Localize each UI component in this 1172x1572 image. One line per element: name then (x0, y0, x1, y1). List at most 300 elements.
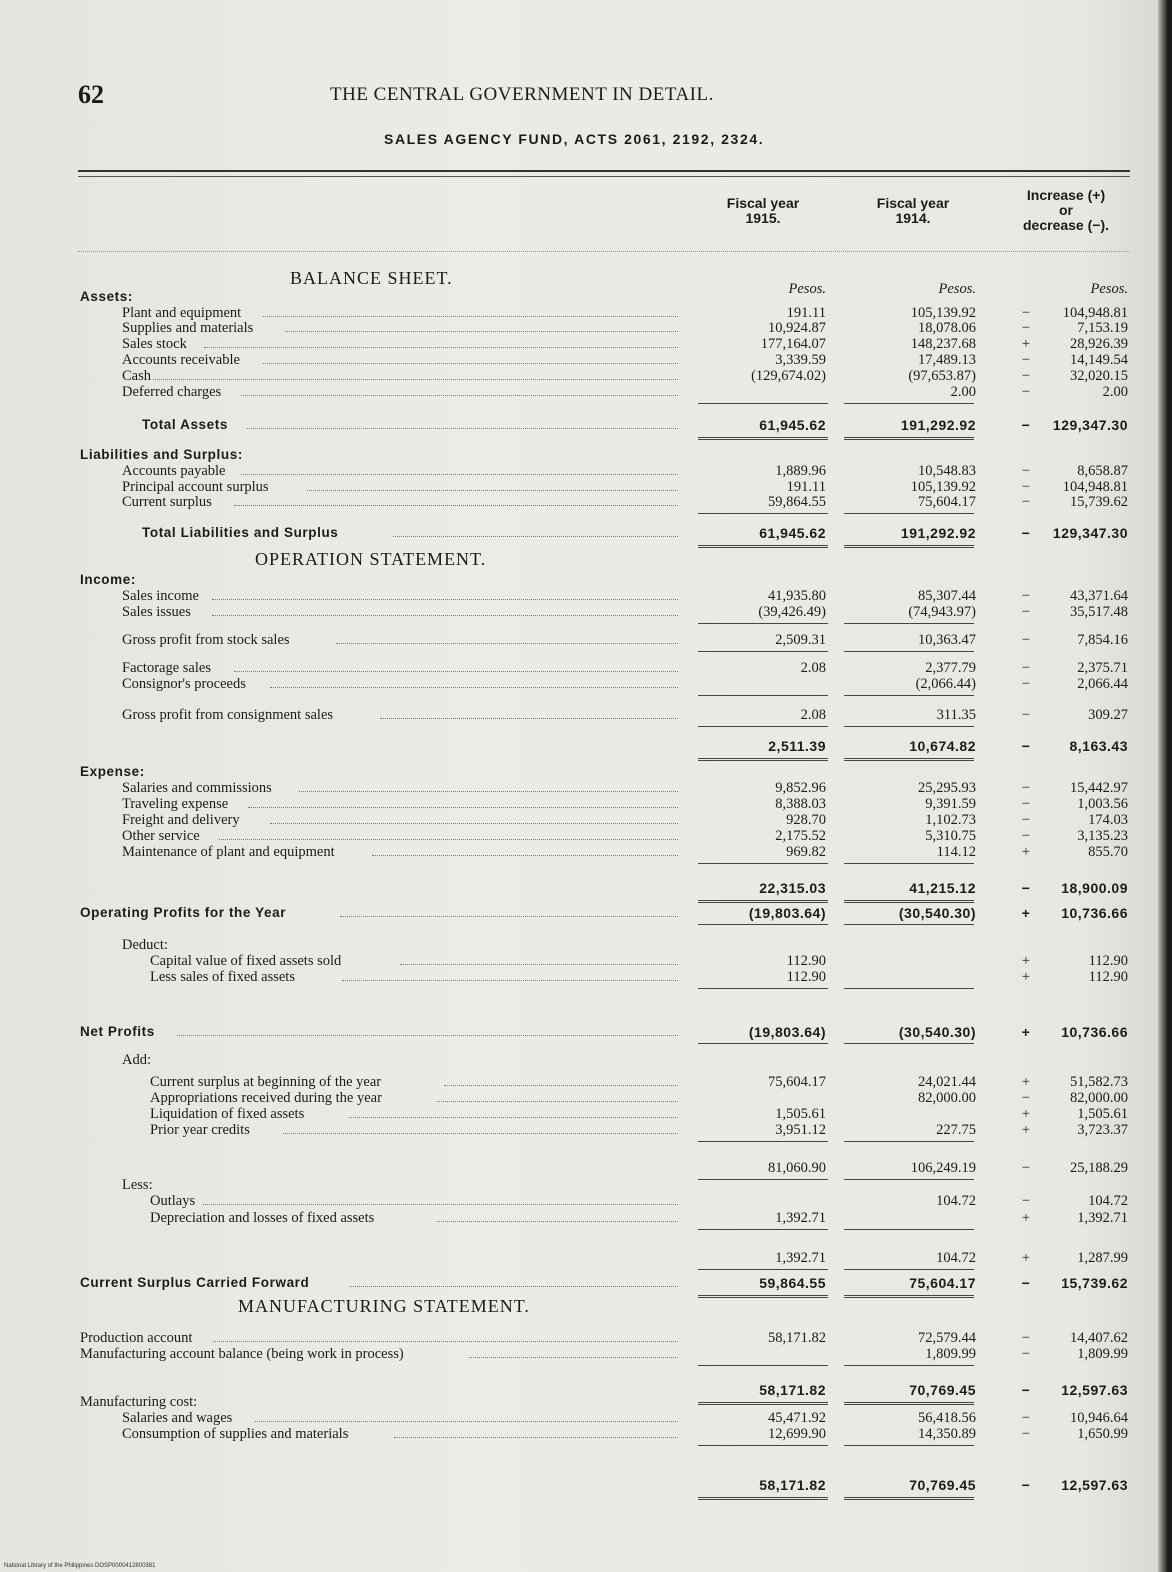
amount-cell: 1,889.96 (775, 463, 826, 479)
sum-rule (844, 726, 974, 727)
change-sign: − (1021, 1382, 1031, 1398)
row-label: Manufacturing account balance (being work in process) (80, 1346, 404, 1362)
dot-leader (400, 953, 678, 965)
amount-cell: 9,391.59 (925, 796, 976, 812)
change-sign: + (1021, 1024, 1031, 1040)
row-label: Maintenance of plant and equipment (122, 844, 335, 860)
amount-cell: 2,066.44 (1077, 676, 1128, 692)
dot-leader (270, 812, 678, 824)
dot-leader (203, 1193, 678, 1205)
row-label: Depreciation and losses of fixed assets (150, 1210, 375, 1226)
change-sign: + (1021, 1250, 1031, 1266)
dot-leader (212, 604, 678, 616)
amount-cell: 104,948.81 (1062, 479, 1128, 495)
double-rule (844, 437, 974, 440)
change-sign: − (1021, 796, 1031, 812)
amount-cell: 3,339.59 (775, 352, 826, 368)
dot-leader (380, 707, 679, 719)
table-row (0, 880, 1172, 896)
dot-leader (349, 1106, 678, 1118)
fund-title: SALES AGENCY FUND, ACTS 2061, 2192, 2324. (384, 131, 765, 147)
row-label: Consumption of supplies and materials (122, 1426, 349, 1442)
sum-rule (698, 1229, 828, 1230)
table-row (0, 289, 1172, 305)
row-label: Assets: (80, 289, 133, 304)
sum-rule (698, 1141, 828, 1142)
table-row (0, 1122, 1172, 1138)
amount-cell: 59,864.55 (768, 494, 826, 510)
row-label: Deferred charges (122, 384, 222, 400)
amount-cell: 112.90 (1088, 953, 1128, 969)
row-label: Current Surplus Carried Forward (80, 1275, 310, 1290)
sum-rule (698, 924, 828, 925)
table-row (0, 937, 1172, 953)
amount-cell: 35,517.48 (1070, 604, 1128, 620)
amount-cell: 191.11 (786, 305, 826, 321)
amount-cell: 3,951.12 (775, 1122, 826, 1138)
double-rule (698, 1295, 828, 1298)
change-sign: − (1021, 1346, 1031, 1362)
amount-cell: 10,548.83 (918, 463, 976, 479)
sum-rule (844, 1229, 974, 1230)
table-row (0, 764, 1172, 780)
dot-leader (255, 1410, 678, 1422)
row-label: Expense: (80, 764, 145, 779)
sum-rule (844, 513, 974, 514)
change-sign: + (1021, 1210, 1031, 1226)
dot-leader (469, 1346, 678, 1358)
table-row (0, 660, 1172, 676)
table-row (0, 588, 1172, 604)
change-sign: − (1021, 463, 1031, 479)
table-row (0, 812, 1172, 828)
sum-rule (698, 988, 828, 989)
table-row (0, 604, 1172, 620)
sum-rule (844, 1141, 974, 1142)
change-sign: − (1021, 368, 1031, 384)
row-label: Net Profits (80, 1024, 155, 1039)
top-rule-thin (78, 176, 1130, 177)
change-sign: − (1021, 632, 1031, 648)
change-sign: − (1021, 660, 1031, 676)
row-label: Sales stock (122, 336, 187, 352)
amount-cell: 8,163.43 (1069, 738, 1128, 754)
amount-cell: 2,511.39 (768, 738, 826, 754)
double-rule (698, 758, 828, 761)
dot-leader (248, 796, 678, 808)
row-label: Accounts payable (122, 463, 226, 479)
row-label: Traveling expense (122, 796, 229, 812)
double-rule (844, 545, 974, 548)
row-label: Current surplus (122, 494, 212, 510)
amount-cell: 7,854.16 (1077, 632, 1128, 648)
sum-rule (844, 1269, 974, 1270)
sum-rule (698, 863, 828, 864)
double-rule (698, 437, 828, 440)
amount-cell: 1,287.99 (1077, 1250, 1128, 1266)
table-row (0, 1024, 1172, 1040)
amount-cell: 85,307.44 (918, 588, 976, 604)
row-label: Plant and equipment (122, 305, 242, 321)
dot-leader (263, 305, 678, 317)
change-sign: + (1021, 844, 1031, 860)
table-row (0, 1210, 1172, 1226)
sum-rule (698, 403, 828, 404)
dot-leader (177, 1024, 678, 1036)
change-sign: − (1021, 525, 1031, 541)
amount-cell: 70,769.45 (909, 1382, 976, 1398)
sum-rule (844, 924, 974, 925)
table-row (0, 969, 1172, 985)
amount-cell: 82,000.00 (1070, 1090, 1128, 1106)
amount-cell: 2.00 (1102, 384, 1128, 400)
table-row (0, 707, 1172, 723)
row-label: Liquidation of fixed assets (150, 1106, 305, 1122)
sum-rule (844, 695, 974, 696)
dot-leader (299, 780, 678, 792)
row-label: Operating Profits for the Year (80, 905, 287, 920)
amount-cell: 81,060.90 (768, 1160, 826, 1176)
row-label: Current surplus at beginning of the year (150, 1074, 382, 1090)
table-row (0, 525, 1172, 541)
amount-cell: 25,188.29 (1070, 1160, 1128, 1176)
double-rule (698, 545, 828, 548)
amount-cell: 25,295.93 (918, 780, 976, 796)
row-label: Manufacturing cost: (80, 1394, 198, 1410)
change-sign: − (1021, 604, 1031, 620)
amount-cell: 177,164.07 (760, 336, 826, 352)
table-row (0, 1177, 1172, 1193)
dot-leader (307, 479, 679, 491)
amount-cell: 17,489.13 (918, 352, 976, 368)
amount-cell: 2,375.71 (1077, 660, 1128, 676)
amount-cell: 43,371.64 (1070, 588, 1128, 604)
amount-cell: 105,139.92 (910, 479, 976, 495)
table-row (0, 494, 1172, 510)
table-row (0, 572, 1172, 588)
change-sign: − (1021, 588, 1031, 604)
double-rule (844, 1295, 974, 1298)
amount-cell: 10,924.87 (768, 320, 826, 336)
footer-credit: National Library of the Philippines DOSP0000412800381 (4, 1563, 156, 1569)
change-sign: − (1021, 384, 1031, 400)
row-label: Less sales of fixed assets (150, 969, 295, 985)
table-row (0, 1426, 1172, 1442)
table-row (0, 320, 1172, 336)
row-label: Total Assets (142, 417, 228, 432)
amount-cell: 129,347.30 (1052, 525, 1128, 541)
amount-cell: 24,021.44 (918, 1074, 976, 1090)
dot-leader (270, 676, 678, 688)
amount-cell: 82,000.00 (918, 1090, 976, 1106)
row-label: Add: (122, 1052, 151, 1068)
amount-cell: 2.00 (950, 384, 976, 400)
amount-cell: 8,388.03 (775, 796, 826, 812)
amount-cell: 104.72 (936, 1193, 976, 1209)
row-label: Other service (122, 828, 200, 844)
amount-cell: 5,310.75 (925, 828, 976, 844)
table-row (0, 844, 1172, 860)
sum-rule (698, 1445, 828, 1446)
double-rule (698, 1497, 828, 1500)
change-sign: − (1021, 1410, 1031, 1426)
amount-cell: 15,739.62 (1061, 1275, 1128, 1291)
dot-leader (219, 828, 678, 840)
amount-cell: 174.03 (1088, 812, 1128, 828)
amount-cell: (19,803.64) (748, 1024, 826, 1040)
table-row (0, 1193, 1172, 1209)
dot-leader (340, 905, 678, 917)
table-row (0, 336, 1172, 352)
amount-cell: 112.90 (1088, 969, 1128, 985)
dot-leader (342, 969, 678, 981)
amount-cell: 1,809.99 (1077, 1346, 1128, 1362)
table-row (0, 1275, 1172, 1291)
double-rule (844, 900, 974, 903)
amount-cell: 15,442.97 (1070, 780, 1128, 796)
amount-cell: 58,171.82 (759, 1382, 826, 1398)
change-sign: − (1021, 479, 1031, 495)
row-label: Capital value of fixed assets sold (150, 953, 342, 969)
amount-cell: (39,426.49) (758, 604, 826, 620)
amount-cell: 3,723.37 (1077, 1122, 1128, 1138)
row-label: Liabilities and Surplus: (80, 447, 243, 462)
amount-cell: 14,149.54 (1070, 352, 1128, 368)
table-row (0, 1052, 1172, 1068)
balance-sheet-title: BALANCE SHEET. (290, 268, 453, 288)
row-label: Supplies and materials (122, 320, 254, 336)
sum-rule (698, 695, 828, 696)
dot-leader (213, 1330, 678, 1342)
table-row (0, 1346, 1172, 1362)
amount-cell: 61,945.62 (759, 417, 826, 433)
sum-rule (844, 1043, 974, 1044)
change-sign: − (1021, 812, 1031, 828)
dot-leader (444, 1074, 678, 1086)
unit-label: Pesos. (788, 281, 826, 297)
row-label: Gross profit from stock sales (122, 632, 290, 648)
amount-cell: 1,809.99 (925, 1346, 976, 1362)
change-sign: − (1021, 320, 1031, 336)
table-row (0, 368, 1172, 384)
amount-cell: 106,249.19 (910, 1160, 976, 1176)
table-row (0, 1410, 1172, 1426)
dot-leader (285, 320, 678, 332)
row-label: Deduct: (122, 937, 168, 953)
sum-rule (844, 988, 974, 989)
row-label: Factorage sales (122, 660, 211, 676)
row-label: Prior year credits (150, 1122, 250, 1138)
row-label: Income: (80, 572, 136, 587)
amount-cell: 59,864.55 (759, 1275, 826, 1291)
amount-cell: 75,604.17 (768, 1074, 826, 1090)
page-number: 62 (78, 80, 104, 109)
sum-rule (698, 1043, 828, 1044)
amount-cell: 32,020.15 (1070, 368, 1128, 384)
table-row (0, 1074, 1172, 1090)
change-sign: − (1021, 880, 1031, 896)
amount-cell: 104.72 (936, 1250, 976, 1266)
dot-leader (234, 494, 679, 506)
change-sign: − (1021, 1160, 1031, 1176)
amount-cell: 1,003.56 (1077, 796, 1128, 812)
amount-cell: 2,175.52 (775, 828, 826, 844)
table-row (0, 953, 1172, 969)
table-row (0, 738, 1172, 754)
dot-leader (212, 588, 678, 600)
amount-cell: 3,135.23 (1077, 828, 1128, 844)
amount-cell: 1,102.73 (925, 812, 976, 828)
row-label: Salaries and commissions (122, 780, 272, 796)
amount-cell: 12,597.63 (1061, 1477, 1128, 1493)
change-sign: − (1021, 352, 1031, 368)
amount-cell: 2.08 (800, 660, 826, 676)
dot-leader (372, 844, 678, 856)
row-label: Production account (80, 1330, 193, 1346)
sum-rule (844, 863, 974, 864)
amount-cell: 2,509.31 (775, 632, 826, 648)
sum-rule (844, 403, 974, 404)
operation-statement-title: OPERATION STATEMENT. (255, 549, 487, 569)
amount-cell: 22,315.03 (759, 880, 826, 896)
sum-rule (698, 1365, 828, 1366)
manufacturing-statement-title: MANUFACTURING STATEMENT. (238, 1296, 530, 1316)
amount-cell: 9,852.96 (775, 780, 826, 796)
amount-cell: 104.72 (1088, 1193, 1128, 1209)
amount-cell: 12,699.90 (768, 1426, 826, 1442)
col-head-change: Increase (+) or decrease (−). (1023, 187, 1109, 233)
amount-cell: (19,803.64) (748, 905, 826, 921)
amount-cell: 58,171.82 (768, 1330, 826, 1346)
amount-cell: 15,739.62 (1070, 494, 1128, 510)
change-sign: − (1021, 707, 1031, 723)
table-row (0, 905, 1172, 921)
double-rule (844, 1497, 974, 1500)
change-sign: − (1021, 676, 1031, 692)
col-head-1914: Fiscal year 1914. (876, 195, 950, 226)
change-sign: − (1021, 494, 1031, 510)
table-row (0, 1160, 1172, 1176)
change-sign: + (1021, 1122, 1031, 1138)
amount-cell: 8,658.87 (1077, 463, 1128, 479)
unit-label: Pesos. (1090, 281, 1128, 297)
amount-cell: 41,215.12 (909, 880, 976, 896)
dot-leader (393, 525, 678, 537)
table-row (0, 417, 1172, 433)
change-sign: − (1021, 738, 1031, 754)
table-row (0, 796, 1172, 812)
sum-rule (698, 726, 828, 727)
amount-cell: (30,540.30) (898, 905, 976, 921)
sum-rule (844, 623, 974, 624)
amount-cell: 112.90 (786, 953, 826, 969)
dot-leader (283, 1122, 678, 1134)
amount-cell: 1,505.61 (1077, 1106, 1128, 1122)
amount-cell: 969.82 (786, 844, 826, 860)
amount-cell: 191.11 (786, 479, 826, 495)
table-row (0, 780, 1172, 796)
change-sign: − (1021, 1330, 1031, 1346)
table-row (0, 632, 1172, 648)
unit-label: Pesos. (938, 281, 976, 297)
amount-cell: 191,292.92 (900, 525, 976, 541)
amount-cell: (97,653.87) (908, 368, 976, 384)
row-label: Total Liabilities and Surplus (142, 525, 339, 540)
amount-cell: 148,237.68 (910, 336, 976, 352)
row-label: Outlays (150, 1193, 196, 1209)
row-label: Less: (122, 1177, 153, 1193)
amount-cell: 129,347.30 (1052, 417, 1128, 433)
row-label: Cash (122, 368, 151, 384)
dot-leader (241, 463, 678, 475)
table-row (0, 1106, 1172, 1122)
amount-cell: 114.12 (936, 844, 976, 860)
amount-cell: 18,900.09 (1061, 880, 1128, 896)
amount-cell: (129,674.02) (751, 368, 826, 384)
amount-cell: 227.75 (936, 1122, 976, 1138)
change-sign: + (1021, 336, 1031, 352)
table-row (0, 1394, 1172, 1410)
amount-cell: (30,540.30) (898, 1024, 976, 1040)
double-rule (844, 758, 974, 761)
amount-cell: 855.70 (1088, 844, 1128, 860)
table-row (0, 1250, 1172, 1266)
amount-cell: 72,579.44 (918, 1330, 976, 1346)
amount-cell: 56,418.56 (918, 1410, 976, 1426)
change-sign: − (1021, 1090, 1031, 1106)
dot-leader (204, 336, 678, 348)
header-rule (78, 251, 1130, 252)
change-sign: − (1021, 1477, 1031, 1493)
amount-cell: 41,935.80 (768, 588, 826, 604)
change-sign: − (1021, 828, 1031, 844)
change-sign: − (1021, 417, 1031, 433)
dot-leader (349, 1275, 678, 1287)
table-row (0, 384, 1172, 400)
amount-cell: 12,597.63 (1061, 1382, 1128, 1398)
row-label: Sales issues (122, 604, 191, 620)
col-head-1915: Fiscal year 1915. (726, 195, 800, 226)
row-label: Consignor's proceeds (122, 676, 246, 692)
amount-cell: 2.08 (800, 707, 826, 723)
dot-leader (394, 1426, 678, 1438)
change-sign: − (1021, 1275, 1031, 1291)
change-sign: − (1021, 1193, 1031, 1209)
amount-cell: 311.35 (936, 707, 976, 723)
page-edge-shadow (1158, 0, 1172, 1572)
amount-cell: 10,946.64 (1070, 1410, 1128, 1426)
amount-cell: 112.90 (786, 969, 826, 985)
amount-cell: 10,736.66 (1061, 1024, 1128, 1040)
amount-cell: 10,736.66 (1061, 905, 1128, 921)
sum-rule (844, 651, 974, 652)
amount-cell: 10,674.82 (909, 738, 976, 754)
amount-cell: 14,407.62 (1070, 1330, 1128, 1346)
dot-leader (437, 1210, 678, 1222)
row-label: Freight and delivery (122, 812, 240, 828)
change-sign: − (1021, 305, 1031, 321)
row-label: Appropriations received during the year (150, 1090, 382, 1106)
amount-cell: 75,604.17 (909, 1275, 976, 1291)
amount-cell: (74,943.97) (908, 604, 976, 620)
row-label: Gross profit from consignment sales (122, 707, 334, 723)
dot-leader (241, 384, 678, 396)
amount-cell: 2,377.79 (925, 660, 976, 676)
amount-cell: 1,392.71 (775, 1210, 826, 1226)
change-sign: + (1021, 969, 1031, 985)
amount-cell: 75,604.17 (918, 494, 976, 510)
change-sign: + (1021, 905, 1031, 921)
